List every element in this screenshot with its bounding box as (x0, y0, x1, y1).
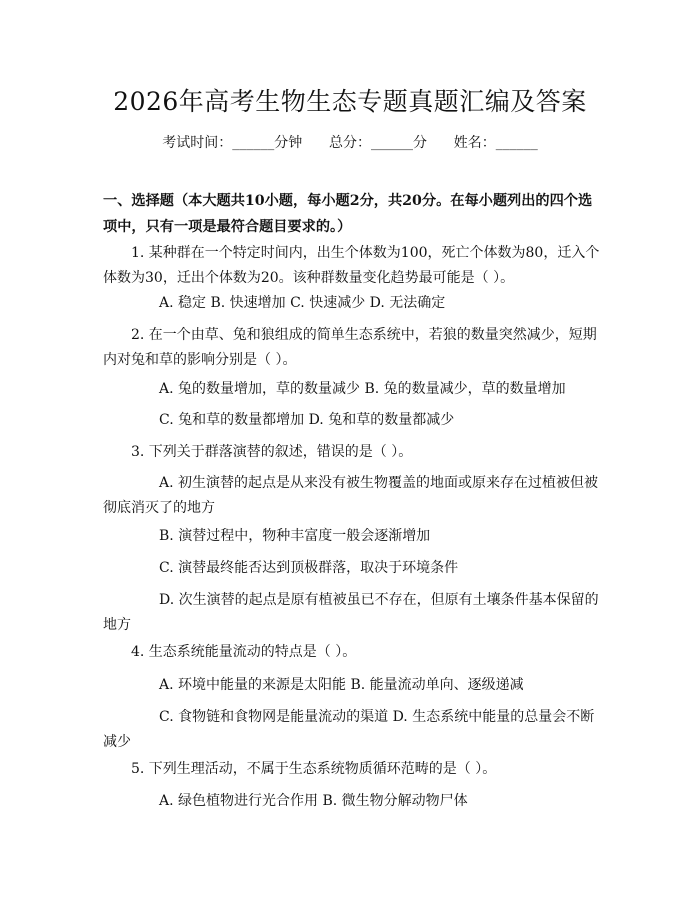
question-2-option-row-1: A. 兔的数量增加，草的数量减少 B. 兔的数量减少，草的数量增加 (159, 381, 566, 397)
question-1-options: A. 稳定 B. 快速增加 C. 快速减少 D. 无法确定 (159, 295, 446, 311)
question-3-option-a: A. 初生演替的起点是从来没有被生物覆盖的地面或原来存在过植被但被彻底消灭了的地方 (103, 475, 599, 516)
question-5-stem: 5. 下列生理活动，不属于生态系统物质循环范畴的是（ ）。 (131, 761, 497, 777)
exam-info-line: 考试时间：______分钟 总分：______分 姓名：______ (162, 135, 538, 151)
question-4-option-row-1: A. 环境中能量的来源是太阳能 B. 能量流动单向、逐级递减 (159, 677, 524, 693)
section-heading: 一、选择题（本大题共10小题，每小题2分，共20分。在每小题列出的四个选项中，只有一项是最符合题目要求的。） (103, 193, 593, 235)
question-3-option-b: B. 演替过程中，物种丰富度一般会逐渐增加 (159, 528, 431, 544)
question-2-stem: 2. 在一个由草、兔和狼组成的简单生态系统中，若狼的数量突然减少，短期内对兔和草的影响分别是（ ）。 (103, 327, 597, 368)
question-4-stem: 4. 生态系统能量流动的特点是（ ）。 (131, 644, 357, 660)
question-2-option-row-2: C. 兔和草的数量都增加 D. 兔和草的数量都减少 (159, 412, 455, 428)
question-1-stem: 1. 某种群在一个特定时间内，出生个体数为100，死亡个体数为80，迁入个体数为30，迁出个体数为20。该种群数量变化趋势最可能是（ ）。 (103, 245, 600, 286)
question-3-option-d: D. 次生演替的起点是原有植被虽已不存在，但原有土壤条件基本保留的地方 (103, 592, 599, 633)
question-3-option-c: C. 演替最终能否达到顶极群落，取决于环境条件 (159, 560, 459, 576)
question-4-option-row-2: C. 食物链和食物网是能量流动的渠道 D. 生态系统中能量的总量会不断减少 (103, 709, 595, 750)
question-3-stem: 3. 下列关于群落演替的叙述，错误的是（ ）。 (131, 444, 413, 460)
question-5-option-row-1: A. 绿色植物进行光合作用 B. 微生物分解动物尸体 (159, 793, 468, 809)
document-title: 2026年高考生物生态专题真题汇编及答案 (113, 87, 587, 116)
